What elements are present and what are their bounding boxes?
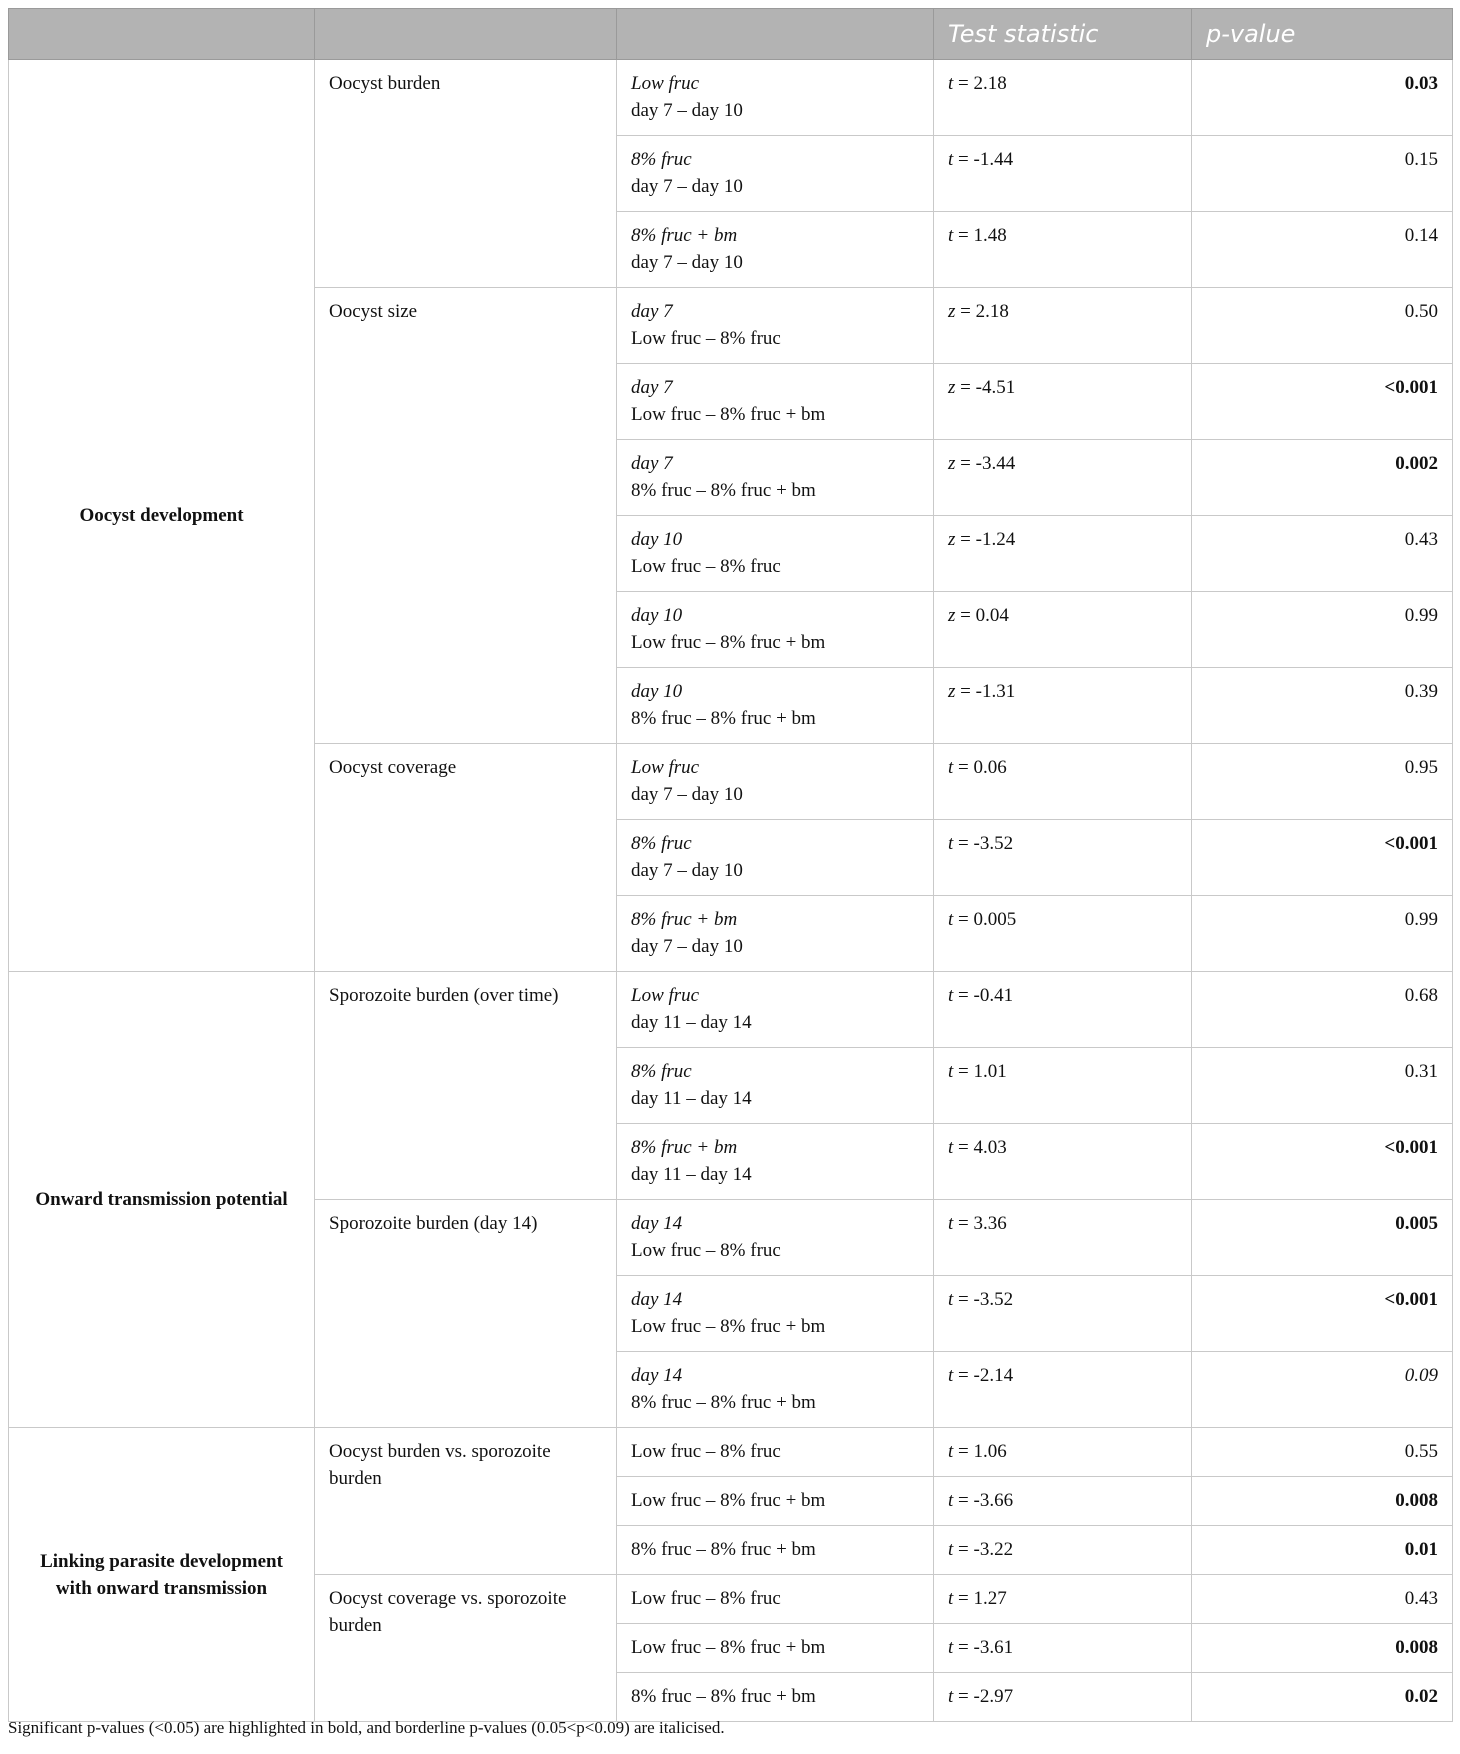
comparison-cell: Low fruc – 8% fruc + bm: [617, 1477, 934, 1526]
comparison-contrast: day 7 – day 10: [631, 100, 743, 121]
p-value-cell: 0.03: [1192, 60, 1453, 136]
comparison-condition: day 10: [631, 529, 683, 550]
p-value-cell: 0.15: [1192, 136, 1453, 212]
comparison-cell: [617, 820, 934, 896]
comparison-cell: [617, 592, 934, 668]
comparison-cell: [617, 668, 934, 744]
table-footnote: Significant p-values (<0.05) are highlighted in bold, and borderline p-values (0.05<p<0.09) are italicised.: [8, 1718, 725, 1737]
stat-letter: t: [948, 1213, 954, 1234]
p-value-cell: 0.002: [1192, 440, 1453, 516]
comparison-contrast: Low fruc – 8% fruc + bm: [631, 404, 826, 425]
stat-letter: z: [948, 377, 956, 398]
p-value-cell: 0.95: [1192, 744, 1453, 820]
test-statistic-cell: [934, 364, 1192, 440]
test-statistic-cell: [934, 1352, 1192, 1428]
stat-letter: z: [948, 301, 956, 322]
p-value-cell: <0.001: [1192, 820, 1453, 896]
p-value-cell: 0.008: [1192, 1624, 1453, 1673]
comparison-contrast: day 11 – day 14: [631, 1088, 752, 1109]
stat-value: = 0.005: [953, 909, 1017, 930]
test-statistic-cell: [934, 440, 1192, 516]
stat-value: = -2.14: [953, 1365, 1014, 1386]
results-table-container: [8, 8, 1452, 1722]
p-value-cell: 0.31: [1192, 1048, 1453, 1124]
test-statistic-cell: [934, 516, 1192, 592]
comparison-condition: Low fruc: [631, 985, 700, 1006]
p-value-cell: 0.43: [1192, 1575, 1453, 1624]
comparison-cell: [617, 1276, 934, 1352]
header-measure: [315, 9, 617, 60]
test-statistic-cell: [934, 972, 1192, 1048]
stat-letter: t: [948, 149, 954, 170]
stat-value: = 1.48: [953, 225, 1007, 246]
comparison-cell: [617, 1048, 934, 1124]
comparison-condition: day 7: [631, 301, 673, 322]
comparison-cell: [617, 1200, 934, 1276]
stat-letter: t: [948, 1365, 954, 1386]
p-value-cell: 0.50: [1192, 288, 1453, 364]
comparison-condition: 8% fruc: [631, 1061, 692, 1082]
comparison-condition: day 10: [631, 605, 683, 626]
measure-label: Oocyst burden vs. sporozoite burden: [315, 1428, 617, 1575]
header-p-value: p-value: [1192, 9, 1453, 60]
comparison-cell: Low fruc – 8% fruc + bm: [617, 1624, 934, 1673]
comparison-condition: day 7: [631, 453, 673, 474]
comparison-contrast: Low fruc – 8% fruc: [631, 556, 781, 577]
comparison-cell: [617, 896, 934, 972]
p-value-cell: 0.55: [1192, 1428, 1453, 1477]
test-statistic-cell: [934, 212, 1192, 288]
comparison-condition: 8% fruc: [631, 149, 692, 170]
comparison-cell: [617, 1124, 934, 1200]
comparison-condition: day 7: [631, 377, 673, 398]
test-statistic-cell: [934, 1048, 1192, 1124]
table-row: [9, 1428, 1453, 1477]
p-value-cell: 0.68: [1192, 972, 1453, 1048]
stat-value: = -3.22: [953, 1539, 1014, 1560]
p-value-cell: 0.43: [1192, 516, 1453, 592]
p-value-cell: 0.99: [1192, 592, 1453, 668]
comparison-condition: day 14: [631, 1365, 683, 1386]
stat-letter: z: [948, 681, 956, 702]
p-value-cell: 0.99: [1192, 896, 1453, 972]
comparison-cell: Low fruc – 8% fruc: [617, 1428, 934, 1477]
stat-letter: t: [948, 757, 954, 778]
test-statistic-cell: [934, 1477, 1192, 1526]
stat-letter: t: [948, 1061, 954, 1082]
stat-value: = 2.18: [953, 73, 1007, 94]
comparison-cell: [617, 60, 934, 136]
comparison-contrast: day 7 – day 10: [631, 176, 743, 197]
stat-letter: z: [948, 605, 956, 626]
p-value-cell: 0.01: [1192, 1526, 1453, 1575]
comparison-cell: [617, 1352, 934, 1428]
p-value-cell: 0.39: [1192, 668, 1453, 744]
comparison-condition: Low fruc: [631, 757, 700, 778]
comparison-cell: [617, 364, 934, 440]
header-group: [9, 9, 315, 60]
comparison-cell: [617, 972, 934, 1048]
p-value-cell: <0.001: [1192, 1276, 1453, 1352]
comparison-cell: [617, 440, 934, 516]
comparison-condition: day 10: [631, 681, 683, 702]
stat-value: = -3.52: [953, 833, 1014, 854]
p-value-cell: <0.001: [1192, 364, 1453, 440]
comparison-cell: 8% fruc – 8% fruc + bm: [617, 1526, 934, 1575]
comparison-cell: [617, 744, 934, 820]
comparison-condition: day 14: [631, 1213, 683, 1234]
stat-value: = 1.06: [953, 1441, 1007, 1462]
table-row: [9, 60, 1453, 136]
comparison-condition: 8% fruc: [631, 833, 692, 854]
test-statistic-cell: [934, 1575, 1192, 1624]
p-value-cell: 0.09: [1192, 1352, 1453, 1428]
stat-letter: t: [948, 1637, 954, 1658]
test-statistic-cell: [934, 136, 1192, 212]
table-row: [9, 972, 1453, 1048]
comparison-contrast: Low fruc – 8% fruc: [631, 328, 781, 349]
p-value-cell: 0.008: [1192, 1477, 1453, 1526]
comparison-contrast: Low fruc – 8% fruc + bm: [631, 1316, 826, 1337]
header-comparison: [617, 9, 934, 60]
measure-label: Oocyst size: [315, 288, 617, 744]
comparison-contrast: day 7 – day 10: [631, 784, 743, 805]
measure-label: Oocyst coverage: [315, 744, 617, 972]
group-label: Oocyst development: [9, 60, 315, 972]
p-value-cell: 0.14: [1192, 212, 1453, 288]
comparison-condition: 8% fruc + bm: [631, 225, 738, 246]
stat-letter: t: [948, 1137, 954, 1158]
test-statistic-cell: [934, 1428, 1192, 1477]
comparison-contrast: day 7 – day 10: [631, 860, 743, 881]
measure-label: Oocyst burden: [315, 60, 617, 288]
stat-value: = -3.61: [953, 1637, 1014, 1658]
stat-letter: z: [948, 529, 956, 550]
stat-value: = -1.44: [953, 149, 1014, 170]
stat-letter: t: [948, 985, 954, 1006]
test-statistic-cell: [934, 60, 1192, 136]
comparison-condition: day 14: [631, 1289, 683, 1310]
stat-letter: t: [948, 1441, 954, 1462]
header-row: [9, 9, 1453, 60]
test-statistic-cell: [934, 668, 1192, 744]
comparison-condition: 8% fruc + bm: [631, 909, 738, 930]
stat-value: = 0.06: [953, 757, 1007, 778]
test-statistic-cell: [934, 1276, 1192, 1352]
p-value-cell: <0.001: [1192, 1124, 1453, 1200]
stat-value: = -3.66: [953, 1490, 1014, 1511]
measure-label: Sporozoite burden (over time): [315, 972, 617, 1200]
stat-value: = 1.27: [953, 1588, 1007, 1609]
stat-letter: t: [948, 909, 954, 930]
test-statistic-cell: [934, 744, 1192, 820]
comparison-contrast: 8% fruc – 8% fruc + bm: [631, 480, 816, 501]
p-value-cell: 0.005: [1192, 1200, 1453, 1276]
stat-value: = 1.01: [953, 1061, 1007, 1082]
stat-letter: t: [948, 1289, 954, 1310]
stat-value: = -3.52: [953, 1289, 1014, 1310]
test-statistic-cell: [934, 1200, 1192, 1276]
comparison-cell: [617, 516, 934, 592]
measure-label: Oocyst coverage vs. sporozoite burden: [315, 1575, 617, 1722]
stat-value: = -0.41: [953, 985, 1014, 1006]
group-label: Onward transmission potential: [9, 972, 315, 1428]
stat-letter: t: [948, 1539, 954, 1560]
comparison-contrast: day 7 – day 10: [631, 252, 743, 273]
test-statistic-cell: [934, 1124, 1192, 1200]
stat-value: = -1.24: [955, 529, 1016, 550]
comparison-cell: 8% fruc – 8% fruc + bm: [617, 1673, 934, 1722]
stat-letter: t: [948, 1686, 954, 1707]
stat-value: = -1.31: [955, 681, 1016, 702]
p-value-cell: 0.02: [1192, 1673, 1453, 1722]
test-statistic-cell: [934, 288, 1192, 364]
comparison-cell: [617, 288, 934, 364]
test-statistic-cell: [934, 820, 1192, 896]
test-statistic-cell: [934, 1624, 1192, 1673]
header-test-statistic: Test statistic: [934, 9, 1192, 60]
test-statistic-cell: [934, 1673, 1192, 1722]
stat-value: = 0.04: [955, 605, 1009, 626]
comparison-contrast: Low fruc – 8% fruc + bm: [631, 632, 826, 653]
stat-letter: t: [948, 1588, 954, 1609]
group-label: Linking parasite development with onward transmission: [9, 1428, 315, 1722]
stat-value: = -4.51: [955, 377, 1016, 398]
comparison-cell: Low fruc – 8% fruc: [617, 1575, 934, 1624]
stat-value: = 2.18: [955, 301, 1009, 322]
test-statistic-cell: [934, 592, 1192, 668]
comparison-contrast: 8% fruc – 8% fruc + bm: [631, 1392, 816, 1413]
comparison-contrast: day 11 – day 14: [631, 1012, 752, 1033]
stat-value: = 3.36: [953, 1213, 1007, 1234]
stat-letter: t: [948, 833, 954, 854]
test-statistic-cell: [934, 896, 1192, 972]
stat-value: = -2.97: [953, 1686, 1014, 1707]
comparison-contrast: day 7 – day 10: [631, 936, 743, 957]
stat-letter: t: [948, 225, 954, 246]
stat-letter: t: [948, 1490, 954, 1511]
comparison-condition: Low fruc: [631, 73, 700, 94]
test-statistic-cell: [934, 1526, 1192, 1575]
comparison-condition: 8% fruc + bm: [631, 1137, 738, 1158]
stat-value: = -3.44: [955, 453, 1016, 474]
comparison-contrast: 8% fruc – 8% fruc + bm: [631, 708, 816, 729]
stat-value: = 4.03: [953, 1137, 1007, 1158]
comparison-cell: [617, 136, 934, 212]
comparison-cell: [617, 212, 934, 288]
comparison-contrast: day 11 – day 14: [631, 1164, 752, 1185]
stat-letter: t: [948, 73, 954, 94]
statistics-table: [8, 8, 1453, 1722]
measure-label: Sporozoite burden (day 14): [315, 1200, 617, 1428]
comparison-contrast: Low fruc – 8% fruc: [631, 1240, 781, 1261]
stat-letter: z: [948, 453, 956, 474]
